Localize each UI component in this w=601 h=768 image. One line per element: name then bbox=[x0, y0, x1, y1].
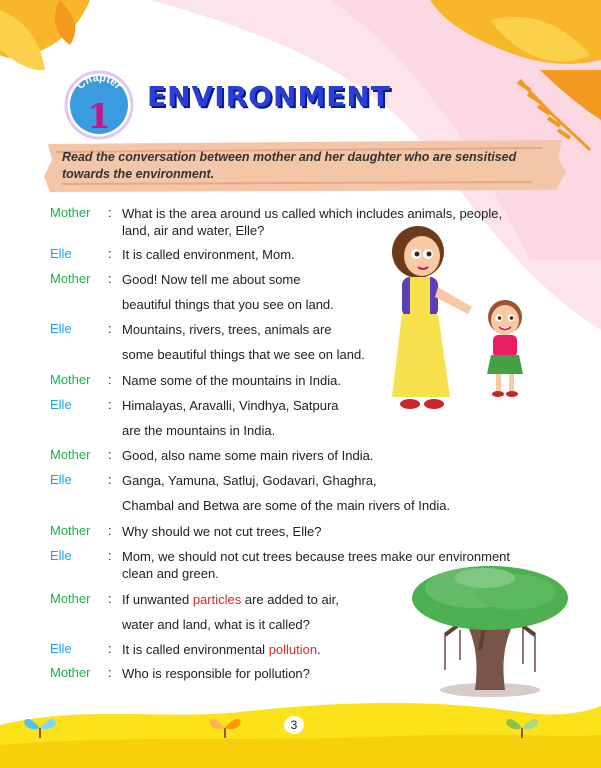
speaker-label: Elle bbox=[50, 641, 72, 656]
chapter-number: 1 bbox=[87, 97, 111, 137]
colon: : bbox=[108, 372, 112, 387]
page-title: ENVIRONMENT bbox=[147, 80, 391, 113]
speaker-label: Mother bbox=[50, 665, 91, 680]
dialogue-line: water and land, what is it called? bbox=[122, 617, 310, 632]
colon: : bbox=[108, 271, 112, 286]
dialogue-line: clean and green. bbox=[122, 566, 219, 581]
dialogue-line: Why should we not cut trees, Elle? bbox=[122, 524, 322, 539]
colon: : bbox=[108, 397, 112, 412]
dialogue-line: If unwanted particles are added to air, bbox=[122, 592, 339, 607]
speaker-label: Elle bbox=[50, 548, 72, 563]
colon: : bbox=[108, 447, 112, 462]
dialogue-line: beautiful things that you see on land. bbox=[122, 297, 334, 312]
speaker-label: Elle bbox=[50, 321, 72, 336]
colon: : bbox=[108, 641, 112, 656]
dialogue-line: What is the area around us called which includes animals, people, bbox=[122, 206, 503, 221]
dialogue-line: Good, also name some main rivers of India. bbox=[122, 448, 374, 463]
speaker-label: Elle bbox=[50, 397, 72, 412]
speaker-label: Mother bbox=[50, 271, 91, 286]
dialogue-line: It is called environmental pollution. bbox=[122, 642, 321, 657]
dialogue-line: some beautiful things that we see on land. bbox=[122, 347, 365, 362]
chapter-word: Chapter bbox=[74, 71, 124, 92]
speaker-label: Mother bbox=[50, 372, 91, 387]
mother-daughter-illustration bbox=[380, 222, 535, 412]
dialogue-line: Himalayas, Aravalli, Vindhya, Satpura bbox=[122, 398, 339, 413]
page-number: 3 bbox=[284, 716, 304, 734]
highlight-word: pollution bbox=[268, 642, 318, 657]
instruction-text: Read the conversation between mother and her daughter who are sensitised towards the environment. bbox=[62, 150, 517, 181]
dialogue-line: Mountains, rivers, trees, animals are bbox=[122, 322, 332, 337]
speaker-label: Mother bbox=[50, 591, 91, 606]
dialogue-line: Name some of the mountains in India. bbox=[122, 373, 341, 388]
colon: : bbox=[108, 321, 112, 336]
colon: : bbox=[108, 472, 112, 487]
colon: : bbox=[108, 523, 112, 538]
dialogue-line: Good! Now tell me about some bbox=[122, 272, 301, 287]
speaker-label: Elle bbox=[50, 246, 72, 261]
speaker-label: Mother bbox=[50, 523, 91, 538]
speaker-label: Mother bbox=[50, 205, 91, 220]
colon: : bbox=[108, 246, 112, 261]
colon: : bbox=[108, 205, 112, 220]
dialogue-line: land, air and water, Elle? bbox=[122, 223, 265, 238]
dialogue-line: Who is responsible for pollution? bbox=[122, 666, 310, 681]
highlight-word: particles bbox=[192, 592, 242, 607]
colon: : bbox=[108, 548, 112, 563]
dialogue-line: It is called environment, Mom. bbox=[122, 247, 295, 262]
speaker-label: Elle bbox=[50, 472, 72, 487]
colon: : bbox=[108, 665, 112, 680]
speaker-label: Mother bbox=[50, 447, 91, 462]
tree-illustration bbox=[405, 560, 575, 700]
colon: : bbox=[108, 591, 112, 606]
dialogue-line: Ganga, Yamuna, Satluj, Godavari, Ghaghra, bbox=[122, 473, 377, 488]
dialogue-line: Chambal and Betwa are some of the main rivers of India. bbox=[122, 498, 451, 513]
dialogue-line: are the mountains in India. bbox=[122, 423, 276, 438]
dialogue-line: Mom, we should not cut trees because trees make our environment bbox=[122, 549, 511, 564]
